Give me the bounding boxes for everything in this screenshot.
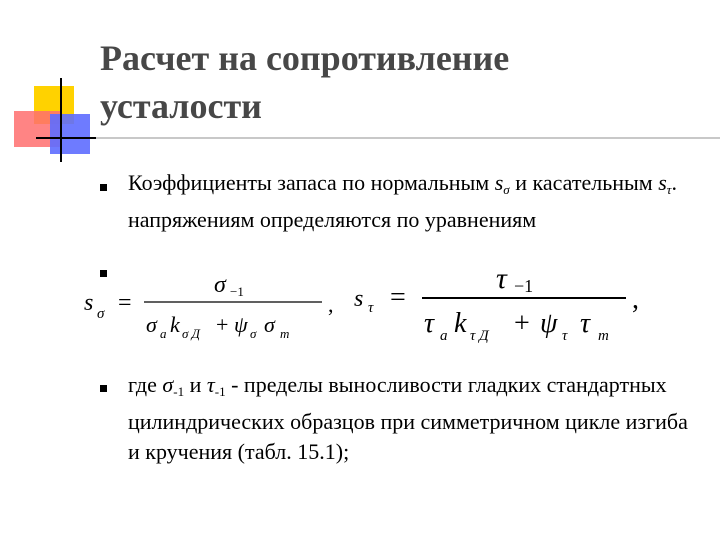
title-divider: [36, 137, 720, 139]
den-tau-m-sub: m: [598, 328, 609, 344]
tau-subscript: -1: [214, 384, 226, 399]
fatigue-safety-formulas: [84, 258, 684, 358]
den-psi-sub: σ: [250, 326, 257, 341]
slide-title: Расчет на сопротивление усталости: [100, 38, 510, 126]
den-plus: +: [514, 308, 530, 339]
formula-sigma: [84, 272, 334, 341]
decor-square-blue: [50, 114, 90, 154]
formula-lhs-s: s: [354, 286, 364, 312]
text-segment: и: [184, 372, 207, 397]
sigma-subscript: -1: [173, 384, 185, 399]
symbol-sigma: σ: [503, 182, 510, 197]
formula-numerator-sub: −1: [230, 284, 244, 299]
formula-numerator-sub: −1: [514, 276, 534, 296]
den-k: k: [454, 308, 467, 339]
symbol-s: s: [658, 170, 667, 195]
den-k-sub: τ Д: [470, 328, 489, 344]
symbol-sigma: σ: [162, 372, 174, 397]
formula-lhs-s: s: [84, 290, 94, 316]
den-psi: ψ: [234, 312, 248, 337]
formula-comma: ,: [328, 292, 334, 317]
formula-tau: [354, 262, 639, 344]
formula-equals: =: [390, 282, 406, 313]
symbol-s: s: [494, 170, 504, 195]
den-sigma-m-sub: m: [280, 326, 290, 341]
formula-lhs-sub: σ: [97, 306, 105, 322]
formula-numerator: τ: [496, 262, 507, 295]
text-segment: - пределы выносливости гладких стандартных цилиндрических образцов при симметричном цикле изгиба и кручения (табл. 15.1);: [128, 372, 688, 464]
symbol-tau: τ: [206, 372, 215, 397]
den-psi: ψ: [540, 308, 558, 339]
bullet-text-3: [128, 370, 698, 467]
text-segment: . напряжениям определяются по уравнениям: [128, 170, 677, 232]
bullet-text-1: [128, 168, 698, 235]
den-sigma: σ: [146, 312, 157, 337]
den-sigma-sub: a: [160, 326, 167, 341]
den-tau-sub: a: [440, 328, 448, 344]
den-k: k: [170, 312, 180, 337]
den-k-sub: σ Д: [182, 326, 200, 341]
text-segment: и касательным: [509, 170, 659, 195]
den-sigma-m: σ: [264, 312, 275, 337]
text-segment: Коэффициенты запаса по нормальным: [128, 170, 495, 195]
bullet-marker-3: [100, 385, 107, 392]
text-segment: где: [128, 372, 163, 397]
formula-lhs-sub: τ: [368, 300, 374, 316]
formula-comma: ,: [632, 284, 639, 315]
symbol-tau: τ: [666, 182, 672, 197]
den-tau-m: τ: [580, 308, 591, 339]
bullet-marker-1: [100, 184, 107, 191]
formula-numerator: σ: [214, 272, 226, 298]
formula-equals: =: [118, 290, 132, 316]
decor-vertical-line: [60, 78, 62, 162]
den-plus: +: [216, 312, 229, 337]
title-divider-accent: [36, 137, 96, 139]
den-psi-sub: τ: [562, 328, 568, 344]
den-tau: τ: [424, 308, 435, 339]
